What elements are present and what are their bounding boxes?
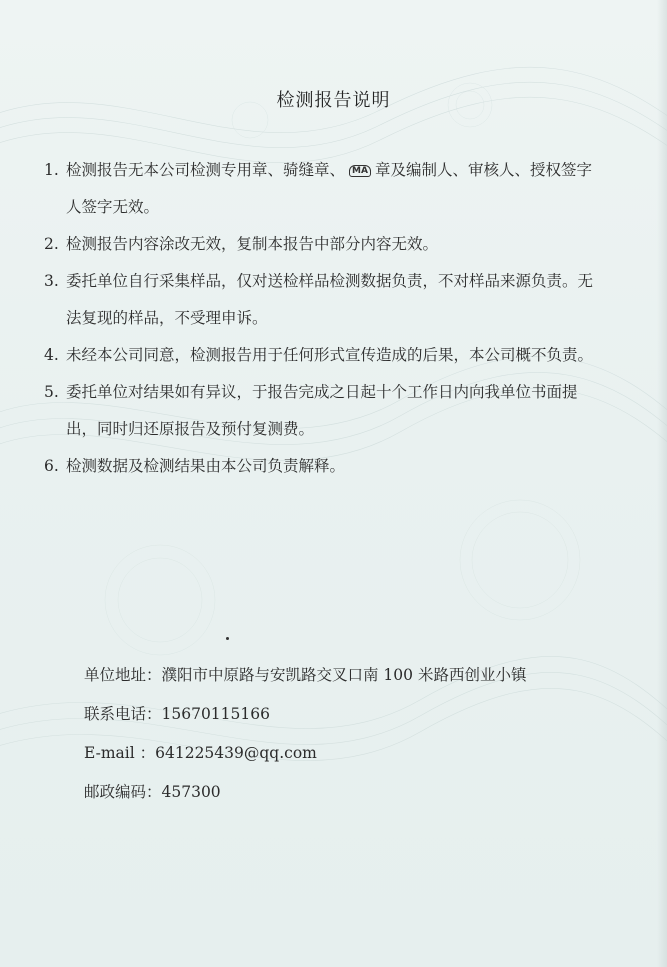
notes-list — [44, 152, 604, 485]
note-number: 1. — [44, 161, 59, 179]
contact-email: E-mail ：641225439@qq.com — [84, 744, 317, 762]
page-edge-shadow — [657, 0, 667, 967]
note-number: 5. — [44, 383, 59, 401]
contact-address: 单位地址：濮阳市中原路与安凯路交叉口南 100 米路西创业小镇 — [84, 666, 527, 684]
note-number: 6. — [44, 457, 59, 475]
note-text-part-2: 章及编制人、审核人、授权签字人签字无效。 — [66, 161, 592, 216]
ink-dot — [226, 637, 229, 640]
contact-postcode: 邮政编码：457300 — [84, 783, 221, 801]
contact-info — [84, 656, 624, 812]
note-text: 检测报告内容涂改无效，复制本报告中部分内容无效。 — [66, 235, 439, 253]
note-item-6 — [44, 448, 604, 485]
contact-phone: 联系电话：15670115166 — [84, 705, 270, 723]
note-item-2 — [44, 226, 604, 263]
note-number: 3. — [44, 272, 59, 290]
note-text: 未经本公司同意，检测报告用于任何形式宣传造成的后果，本公司概不负责。 — [66, 346, 594, 364]
note-text: 委托单位自行采集样品，仅对送检样品检测数据负责，不对样品来源负责。无法复现的样品，不受理申诉。 — [66, 272, 594, 327]
page-title: 检测报告说明 — [276, 90, 391, 111]
note-number: 4. — [44, 346, 59, 364]
note-item-4 — [44, 337, 604, 374]
note-item-1 — [44, 152, 604, 226]
note-text-part-1: 检测报告无本公司检测专用章、骑缝章、 — [66, 161, 346, 179]
cma-mark-icon: MA — [349, 165, 371, 177]
note-number: 2. — [44, 235, 59, 253]
note-text: 检测数据及检测结果由本公司负责解释。 — [66, 457, 346, 475]
note-item-5 — [44, 374, 604, 448]
note-text: 委托单位对结果如有异议，于报告完成之日起十个工作日内向我单位书面提出，同时归还原报告及预付复测费。 — [66, 383, 578, 438]
note-item-3 — [44, 263, 604, 337]
